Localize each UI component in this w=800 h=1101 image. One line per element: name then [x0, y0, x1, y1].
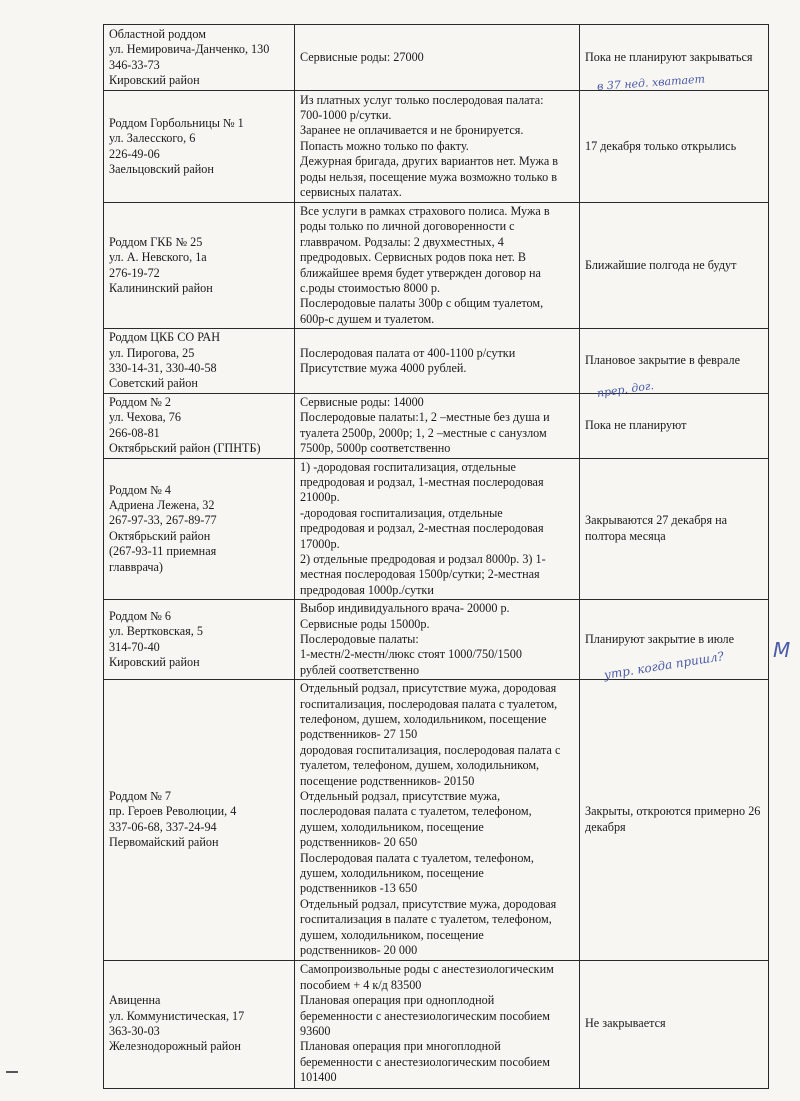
- margin-mark: M: [773, 638, 791, 662]
- hospital-phone: 363-30-03: [109, 1024, 160, 1038]
- services-cell: [295, 91, 580, 203]
- hospital-phone: 267-97-33, 267-89-77: [109, 513, 217, 528]
- service-line: Послеродовая палата с туалетом, телефоном,: [300, 850, 534, 865]
- service-line: предродовая 1000р./сутки: [300, 582, 434, 597]
- services-cell: [295, 25, 580, 91]
- hospital-district: Калининский район: [109, 281, 213, 296]
- maternity-hospitals-table: [103, 24, 769, 1089]
- service-line: Послеродовая палата от 400-1100 р/сутки: [300, 345, 516, 360]
- service-line: ближайшее время будет утвержден договор на: [300, 265, 541, 280]
- hospital-name: Роддом ЦКБ СО РАН: [109, 330, 221, 345]
- hospital-info-cell: [104, 203, 295, 329]
- hospital-phone: 276-19-72: [109, 265, 160, 280]
- service-line: 17000р.: [300, 536, 340, 551]
- hospital-name: Роддом № 4: [109, 482, 172, 497]
- status-cell: [580, 203, 769, 329]
- hospital-phone: 226-49-06: [109, 146, 160, 161]
- service-line: 1-местн/2-местн/люкс стоят 1000/750/1500: [300, 647, 522, 662]
- service-line: Сервисные роды 15000р.: [300, 616, 430, 631]
- service-line: душем, холодильником, посещение: [300, 819, 484, 834]
- handwritten-note: прер. дог.: [596, 379, 655, 400]
- hospital-name: Роддом № 6: [109, 608, 172, 623]
- service-line: Присутствие мужа 4000 рублей.: [300, 361, 467, 376]
- service-line: телефоном, душем, холодильником, посещение: [300, 712, 547, 726]
- service-line: Из платных услуг только послеродовая палата:: [300, 92, 544, 107]
- hospital-name: Областной роддом: [109, 26, 206, 41]
- services-cell: [295, 203, 580, 329]
- table-row: [104, 203, 769, 329]
- service-line: Послеродовые палаты:1, 2 –местные без душа и: [300, 410, 550, 425]
- hospital-district: Октябрьский район (ГПНТБ): [109, 441, 261, 456]
- services-cell: [295, 458, 580, 600]
- service-line: пособием + 4 к/д 83500: [300, 977, 422, 992]
- service-line: Дежурная бригада, других вариантов нет. Мужа в: [300, 154, 559, 169]
- service-line: с.роды стоимостью 8000 р.: [300, 281, 441, 296]
- hospital-name: Роддом № 2: [109, 394, 172, 409]
- service-line: Плановая операция при одноплодной: [300, 993, 495, 1008]
- hospital-address: пр. Героев Революции, 4: [109, 804, 237, 819]
- hospital-info-cell: [104, 600, 295, 680]
- scan-artifact: [6, 1071, 18, 1073]
- service-line: рублей соответственно: [300, 662, 420, 677]
- hospital-phone: 266-08-81: [109, 425, 160, 440]
- service-line: роды нельзя, посещение мужа возможно только в: [300, 169, 557, 184]
- service-line: -дородовая госпитализация, отдельные: [300, 505, 503, 520]
- status-cell: [580, 680, 769, 960]
- services-cell: [295, 680, 580, 960]
- service-line: дородовая госпитализация, послеродовая палата с: [300, 742, 561, 757]
- hospital-phone: 346-33-73: [109, 57, 160, 72]
- service-line: Все услуги в рамках страхового полиса. Мужа в: [300, 204, 550, 218]
- service-line: предродовая и родзал, 1-местная послеродовая: [300, 474, 544, 489]
- service-line: Плановая операция при многоплодной: [300, 1039, 501, 1054]
- closure-status: Закрыты, откроются примерно 26 декабря: [585, 804, 761, 834]
- service-line: Заранее не оплачивается и не бронируется.: [300, 123, 524, 138]
- hospital-address: Адриена Лежена, 32: [109, 498, 215, 513]
- hospital-address: ул. Вертковская, 5: [109, 624, 203, 639]
- hospital-info-cell: [104, 458, 295, 600]
- service-line: госпитализация, послеродовая палата с туалетом,: [300, 696, 558, 711]
- table-row: [104, 960, 769, 1088]
- service-line: Послеродовые палаты:: [300, 631, 419, 646]
- service-line: туалета 2500р, 2000р; 1, 2 –местные с санузлом: [300, 425, 547, 440]
- table-row: [104, 680, 769, 960]
- table-row: [104, 458, 769, 600]
- hospital-address: ул. Чехова, 76: [109, 410, 181, 425]
- status-cell: [580, 91, 769, 203]
- hospital-info-cell: [104, 329, 295, 394]
- service-line: 21000р.: [300, 490, 340, 505]
- hospital-address: ул. Немировича-Данченко, 130: [109, 42, 270, 57]
- service-line: сервисных палатах.: [300, 185, 402, 200]
- hospital-district: Октябрьский район: [109, 528, 211, 543]
- hospital-info-cell: [104, 680, 295, 960]
- hospital-name: Роддом ГКБ № 25: [109, 234, 203, 249]
- service-line: родственников- 20 000: [300, 943, 418, 958]
- service-line: родственников- 27 150: [300, 727, 418, 742]
- service-line: Попасть можно только по факту.: [300, 138, 469, 153]
- service-line: 101400: [300, 1070, 337, 1085]
- service-line: 2) отдельные предродовая и родзал 8000р. 3) 1-: [300, 551, 546, 566]
- closure-status: Пока не планируют: [585, 417, 687, 432]
- service-line: 700-1000 р/сутки.: [300, 107, 392, 122]
- service-line: беременности с анестезиологическим пособием: [300, 1008, 550, 1023]
- service-line: Отдельный родзал, присутствие мужа, дородовая: [300, 896, 557, 911]
- hospital-extra-phone: (267-93-11 приемная: [109, 544, 217, 559]
- hospital-district: Кировский район: [109, 72, 200, 87]
- service-line: предродовых. Сервисных родов пока нет. В: [300, 250, 526, 265]
- service-line: главврачом. Родзалы: 2 двухместных, 4: [300, 234, 504, 249]
- service-line: родственников- 20 650: [300, 835, 418, 850]
- hospital-phone: 330-14-31, 330-40-58: [109, 361, 217, 376]
- closure-status: Пока не планируют закрываться: [585, 49, 753, 64]
- hospital-info-cell: [104, 960, 295, 1088]
- service-line: 93600: [300, 1024, 331, 1038]
- closure-status: Планируют закрытие в июле: [585, 631, 735, 646]
- handwritten-note: утр. когда пришл?: [602, 649, 725, 682]
- service-line: местная послеродовая 1500р/сутки; 2-местная: [300, 567, 540, 582]
- hospital-info-cell: [104, 91, 295, 203]
- service-line: посещение родственников- 20150: [300, 773, 475, 788]
- hospital-extra-phone: главврача): [109, 559, 163, 574]
- service-line: душем, холодильником, посещение: [300, 927, 484, 942]
- hospital-address: ул. Коммунистическая, 17: [109, 1008, 245, 1023]
- hospital-info-cell: [104, 25, 295, 91]
- service-line: туалетом, телефоном, душем, холодильником,: [300, 758, 540, 773]
- service-line: предродовая и родзал, 2-местная послеродовая: [300, 521, 544, 536]
- hospital-district: Железнодорожный район: [109, 1039, 241, 1054]
- service-line: госпитализация в палате с туалетом, телефоном,: [300, 912, 552, 927]
- service-line: послеродовая палата с туалетом, телефоном,: [300, 804, 532, 819]
- service-line: беременности с анестезиологическим пособием: [300, 1054, 550, 1069]
- services-cell: [295, 393, 580, 458]
- hospital-name: Авиценна: [109, 993, 161, 1008]
- table-row: [104, 393, 769, 458]
- service-line: Отдельный родзал, присутствие мужа,: [300, 789, 501, 804]
- service-line: Сервисные роды: 14000: [300, 394, 424, 409]
- hospital-district: Первомайский район: [109, 835, 219, 850]
- hospital-district: Кировский район: [109, 655, 200, 670]
- service-line: Отдельный родзал, присутствие мужа, дородовая: [300, 681, 557, 696]
- hospital-address: ул. А. Невского, 1а: [109, 250, 207, 265]
- closure-status: Ближайшие полгода не будут: [585, 257, 737, 272]
- hospital-district: Советский район: [109, 376, 198, 391]
- hospital-address: ул. Пирогова, 25: [109, 345, 195, 360]
- status-cell: [580, 329, 769, 394]
- closure-status: 17 декабря только открылись: [585, 138, 737, 153]
- status-cell: [580, 960, 769, 1088]
- hospital-name: Роддом Горбольницы № 1: [109, 115, 244, 130]
- services-cell: [295, 960, 580, 1088]
- handwritten-note: в 37 нед. хватает: [596, 72, 706, 93]
- service-line: Выбор индивидуального врача- 20000 р.: [300, 601, 510, 616]
- hospital-name: Роддом № 7: [109, 789, 172, 804]
- service-line: роды только по личной договоренности с: [300, 219, 515, 234]
- closure-status: Закрываются 27 декабря на полтора месяца: [585, 513, 728, 543]
- closure-status: Не закрывается: [585, 1016, 666, 1031]
- hospital-phone: 337-06-68, 337-24-94: [109, 819, 217, 834]
- service-line: 600р-с душем и туалетом.: [300, 311, 435, 326]
- services-cell: [295, 329, 580, 394]
- service-line: Послеродовые палаты 300р с общим туалетом,: [300, 296, 544, 311]
- service-line: Сервисные роды: 27000: [300, 49, 424, 64]
- service-line: родственников -13 650: [300, 881, 418, 896]
- hospital-district: Заельцовский район: [109, 161, 214, 176]
- status-cell: [580, 393, 769, 458]
- status-cell: [580, 458, 769, 600]
- closure-status: Плановое закрытие в феврале: [585, 353, 740, 368]
- hospital-address: ул. Залесского, 6: [109, 131, 196, 146]
- service-line: 7500р, 5000р соответственно: [300, 441, 451, 456]
- table-row: [104, 91, 769, 203]
- service-line: Самопроизвольные роды с анестезиологическим: [300, 962, 554, 977]
- service-line: 1) -дородовая госпитализация, отдельные: [300, 459, 516, 474]
- service-line: душем, холодильником, посещение: [300, 866, 484, 881]
- hospital-info-cell: [104, 393, 295, 458]
- services-cell: [295, 600, 580, 680]
- table-row: [104, 329, 769, 394]
- hospital-phone: 314-70-40: [109, 639, 160, 654]
